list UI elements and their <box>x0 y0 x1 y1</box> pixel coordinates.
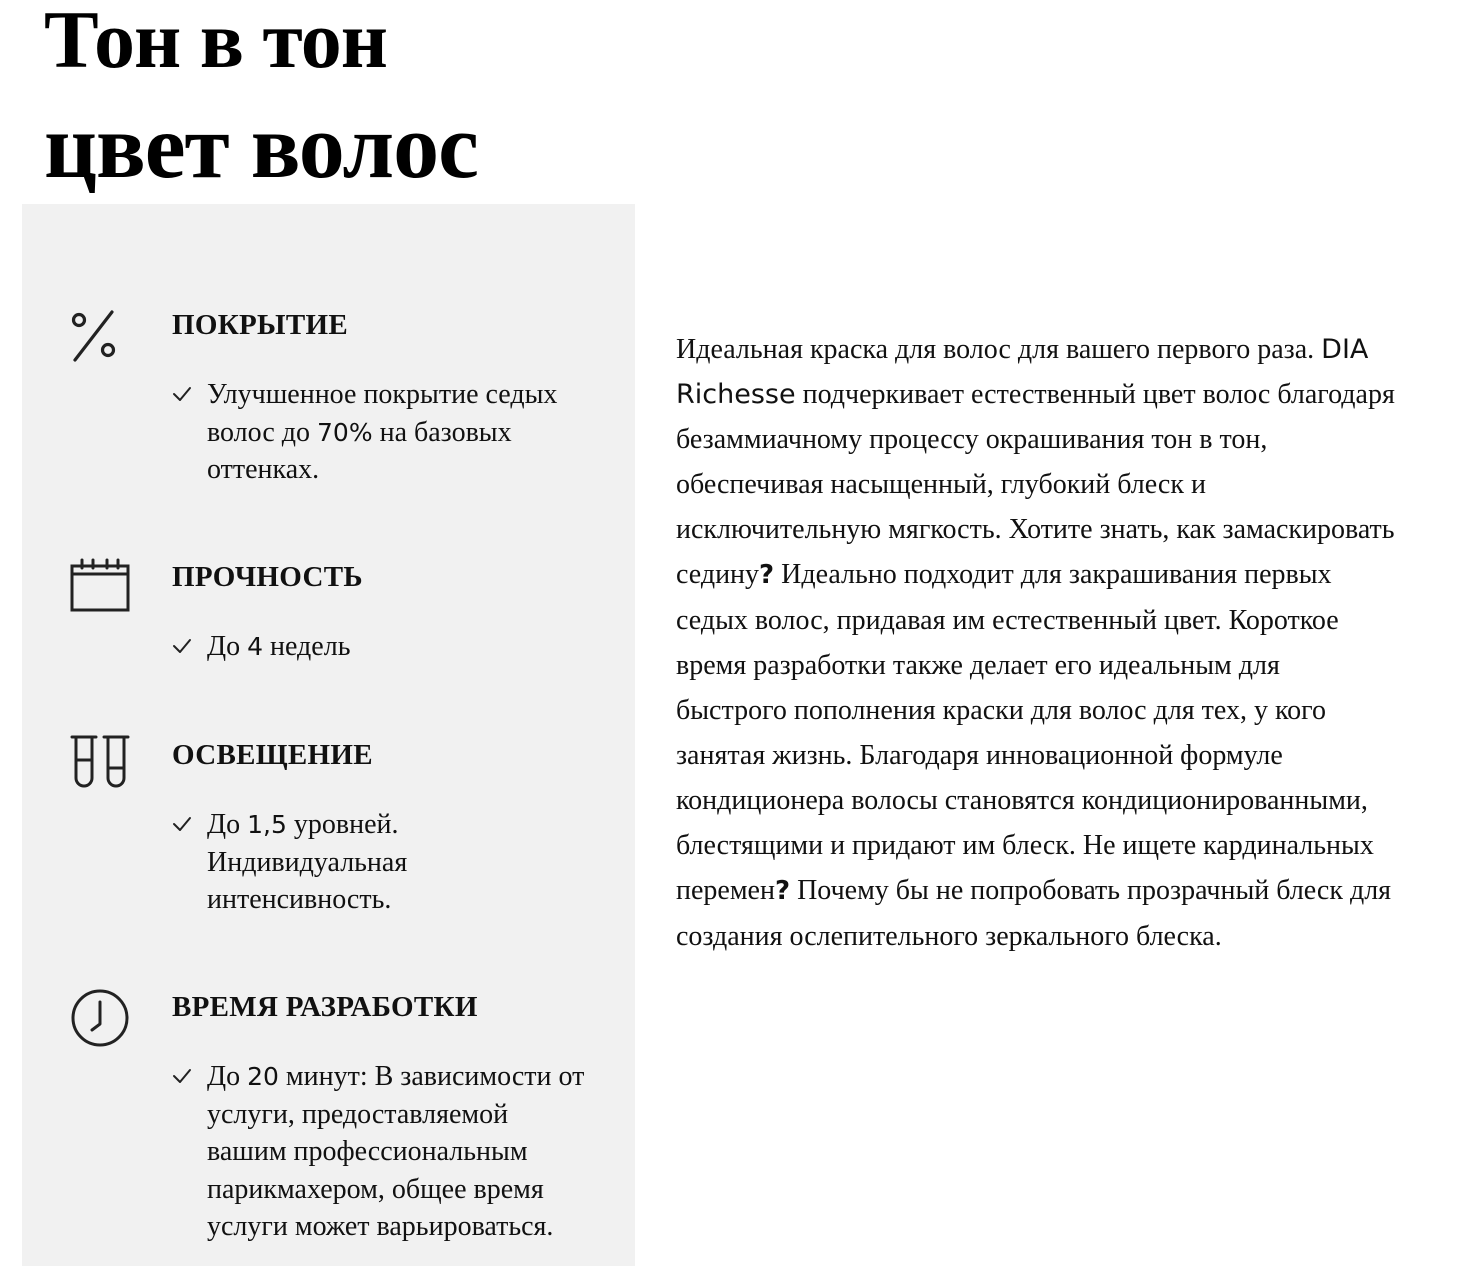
detail-text-part: До <box>207 631 248 662</box>
calendar-icon <box>70 552 130 612</box>
test-tubes-icon <box>70 734 130 794</box>
feature-detail-text <box>207 376 592 489</box>
feature-heading: ВРЕМЯ РАЗРАБОТКИ <box>172 991 478 1023</box>
description-text: Почему бы не попробовать прозрачный блеск для создания ослепительного зеркального блеска. <box>676 875 1392 952</box>
page-title-line-2: цвет волос <box>44 95 479 197</box>
description-text: Идеально подходит для закрашивания первых седых волос, придавая им естественный цвет. Короткое время разработки также делает его идеальным для быстрого пополнения краски для волос для тех, у кого занятая жизнь. Благодаря инновационной формуле кондиционера волосы становятся кондиционированными, блестящими и придают им блеск. Не ищете кардинальных перемен <box>676 559 1374 906</box>
description-text: подчеркивает естественный цвет волос благодаря безаммиачному процессу окрашивания тон в тон, обеспечивая насыщенный, глубокий блеск и исключительную мягкость. Хотите знать, как замаскировать седину <box>676 379 1395 590</box>
question-mark: ? <box>774 876 791 906</box>
detail-text-part: Улучшенное покрытие седых волос до <box>207 379 558 448</box>
checkmark-icon <box>172 636 192 656</box>
features-panel <box>22 204 635 1266</box>
feature-detail-text <box>207 628 592 666</box>
feature-detail <box>172 1058 592 1246</box>
page-title <box>44 0 478 206</box>
question-mark: ? <box>759 560 775 590</box>
detail-text-part: минут: В зависимости от услуги, предоставляемой вашим профессиональным парикмахером, общее время услуги может варьироваться. <box>207 1061 585 1242</box>
percent-icon <box>70 302 130 362</box>
product-description <box>676 327 1396 959</box>
feature-detail-text <box>207 806 592 919</box>
brand-name: DIA Richesse <box>676 334 1369 410</box>
page-title-line-1: Тон в тон <box>44 0 387 85</box>
coverage-percentage: 70% <box>317 417 373 447</box>
detail-text-part: недель <box>263 631 351 662</box>
feature-heading: ОСВЕЩЕНИЕ <box>172 739 373 771</box>
checkmark-icon <box>172 1066 192 1086</box>
checkmark-icon <box>172 384 192 404</box>
detail-text-part: До <box>207 809 248 840</box>
checkmark-icon <box>172 814 192 834</box>
detail-text-part: уровней. Индивидуальная интенсивность. <box>207 809 408 915</box>
description-text: Идеальная краска для волос для вашего первого раза. <box>676 334 1322 365</box>
feature-detail-text <box>207 1058 592 1246</box>
feature-heading: ПОКРЫТИЕ <box>172 309 348 341</box>
feature-detail <box>172 628 592 666</box>
development-minutes: 20 <box>247 1062 279 1091</box>
detail-text-part: До <box>207 1061 248 1092</box>
durability-weeks: 4 <box>247 632 264 661</box>
feature-heading: ПРОЧНОСТЬ <box>172 561 363 593</box>
detail-text-part: на базовых оттенках. <box>207 416 512 485</box>
clock-icon <box>70 988 130 1048</box>
feature-detail <box>172 806 592 919</box>
lightening-levels: 1,5 <box>247 810 287 839</box>
feature-detail <box>172 376 592 489</box>
